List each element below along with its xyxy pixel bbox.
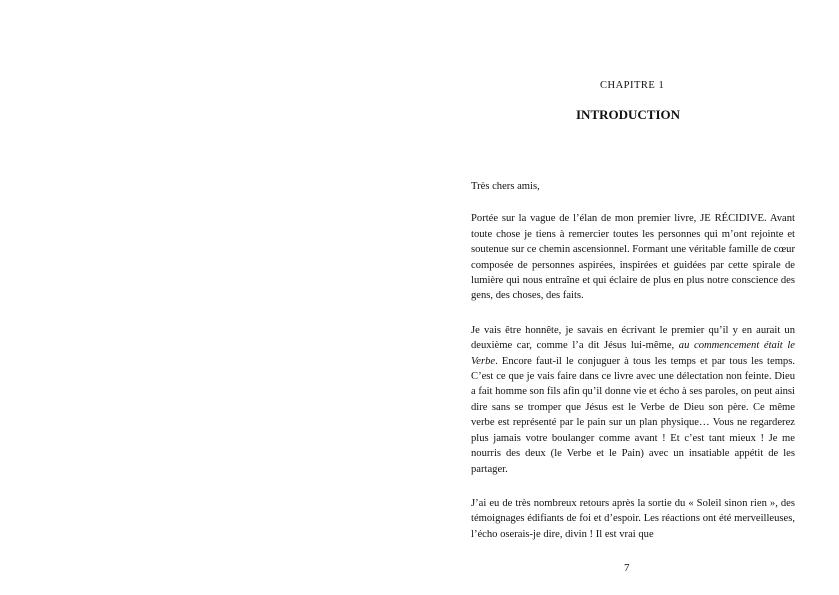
chapter-label: CHAPITRE 1: [600, 80, 665, 91]
paragraph-2-end: . Encore faut-il le conjuguer à tous les temps et par tous les temps. C’est ce que je vais faire dans ce livre avec une délectation non feinte. Dieu a fait homme son fils afin qu’il donne vie et écho à ses paroles, on peut ainsi dire sans se tromper que Jésus est le Verbe de Dieu son père. Ce même verbe est représenté par le pain sur un plan physique… Vous ne regarderez plus jamais votre boulanger comme avant ! Et c’est tant mieux ! Je me nourris des deux (le Verbe et le Pain) avec un insatiable appétit de les partager.: [471, 355, 795, 475]
paragraph-2-quote: au commencement était le Verbe: [471, 340, 796, 367]
body-text: [471, 179, 795, 561]
page-number: 7: [624, 562, 630, 574]
salutation: Très chers amis,: [471, 181, 540, 192]
right-page: [420, 0, 839, 595]
paragraph-1: Portée sur la vague de l’élan de mon premier livre, JE RÉCIDIVE. Avant toute chose je tiens à remercier toutes les personnes qui m’ont rejointe et soutenue sur ce chemin ascensionnel. Formant une véritable famille de cœur composée de personnes aspirées, inspirées et guidées par cette spirale de lumière qui nous entraîne et qui éclaire de plus en plus notre conscience des gens, des choses, des faits.: [471, 213, 795, 302]
paragraph-2: [471, 323, 795, 477]
paragraph-3: J’ai eu de très nombreux retours après la sortie du « Soleil sinon rien », des témoignages édifiants de foi et d’espoir. Les réactions ont été merveilleuses, l’écho oserais-je dire, divin ! Il est vrai que: [471, 497, 795, 540]
paragraph-2-start: Je vais être honnête, je savais en écrivant le premier qu’il y en aurait un deuxième car, comme l’a dit Jésus lui-même,: [471, 324, 795, 352]
chapter-title: INTRODUCTION: [576, 107, 681, 122]
